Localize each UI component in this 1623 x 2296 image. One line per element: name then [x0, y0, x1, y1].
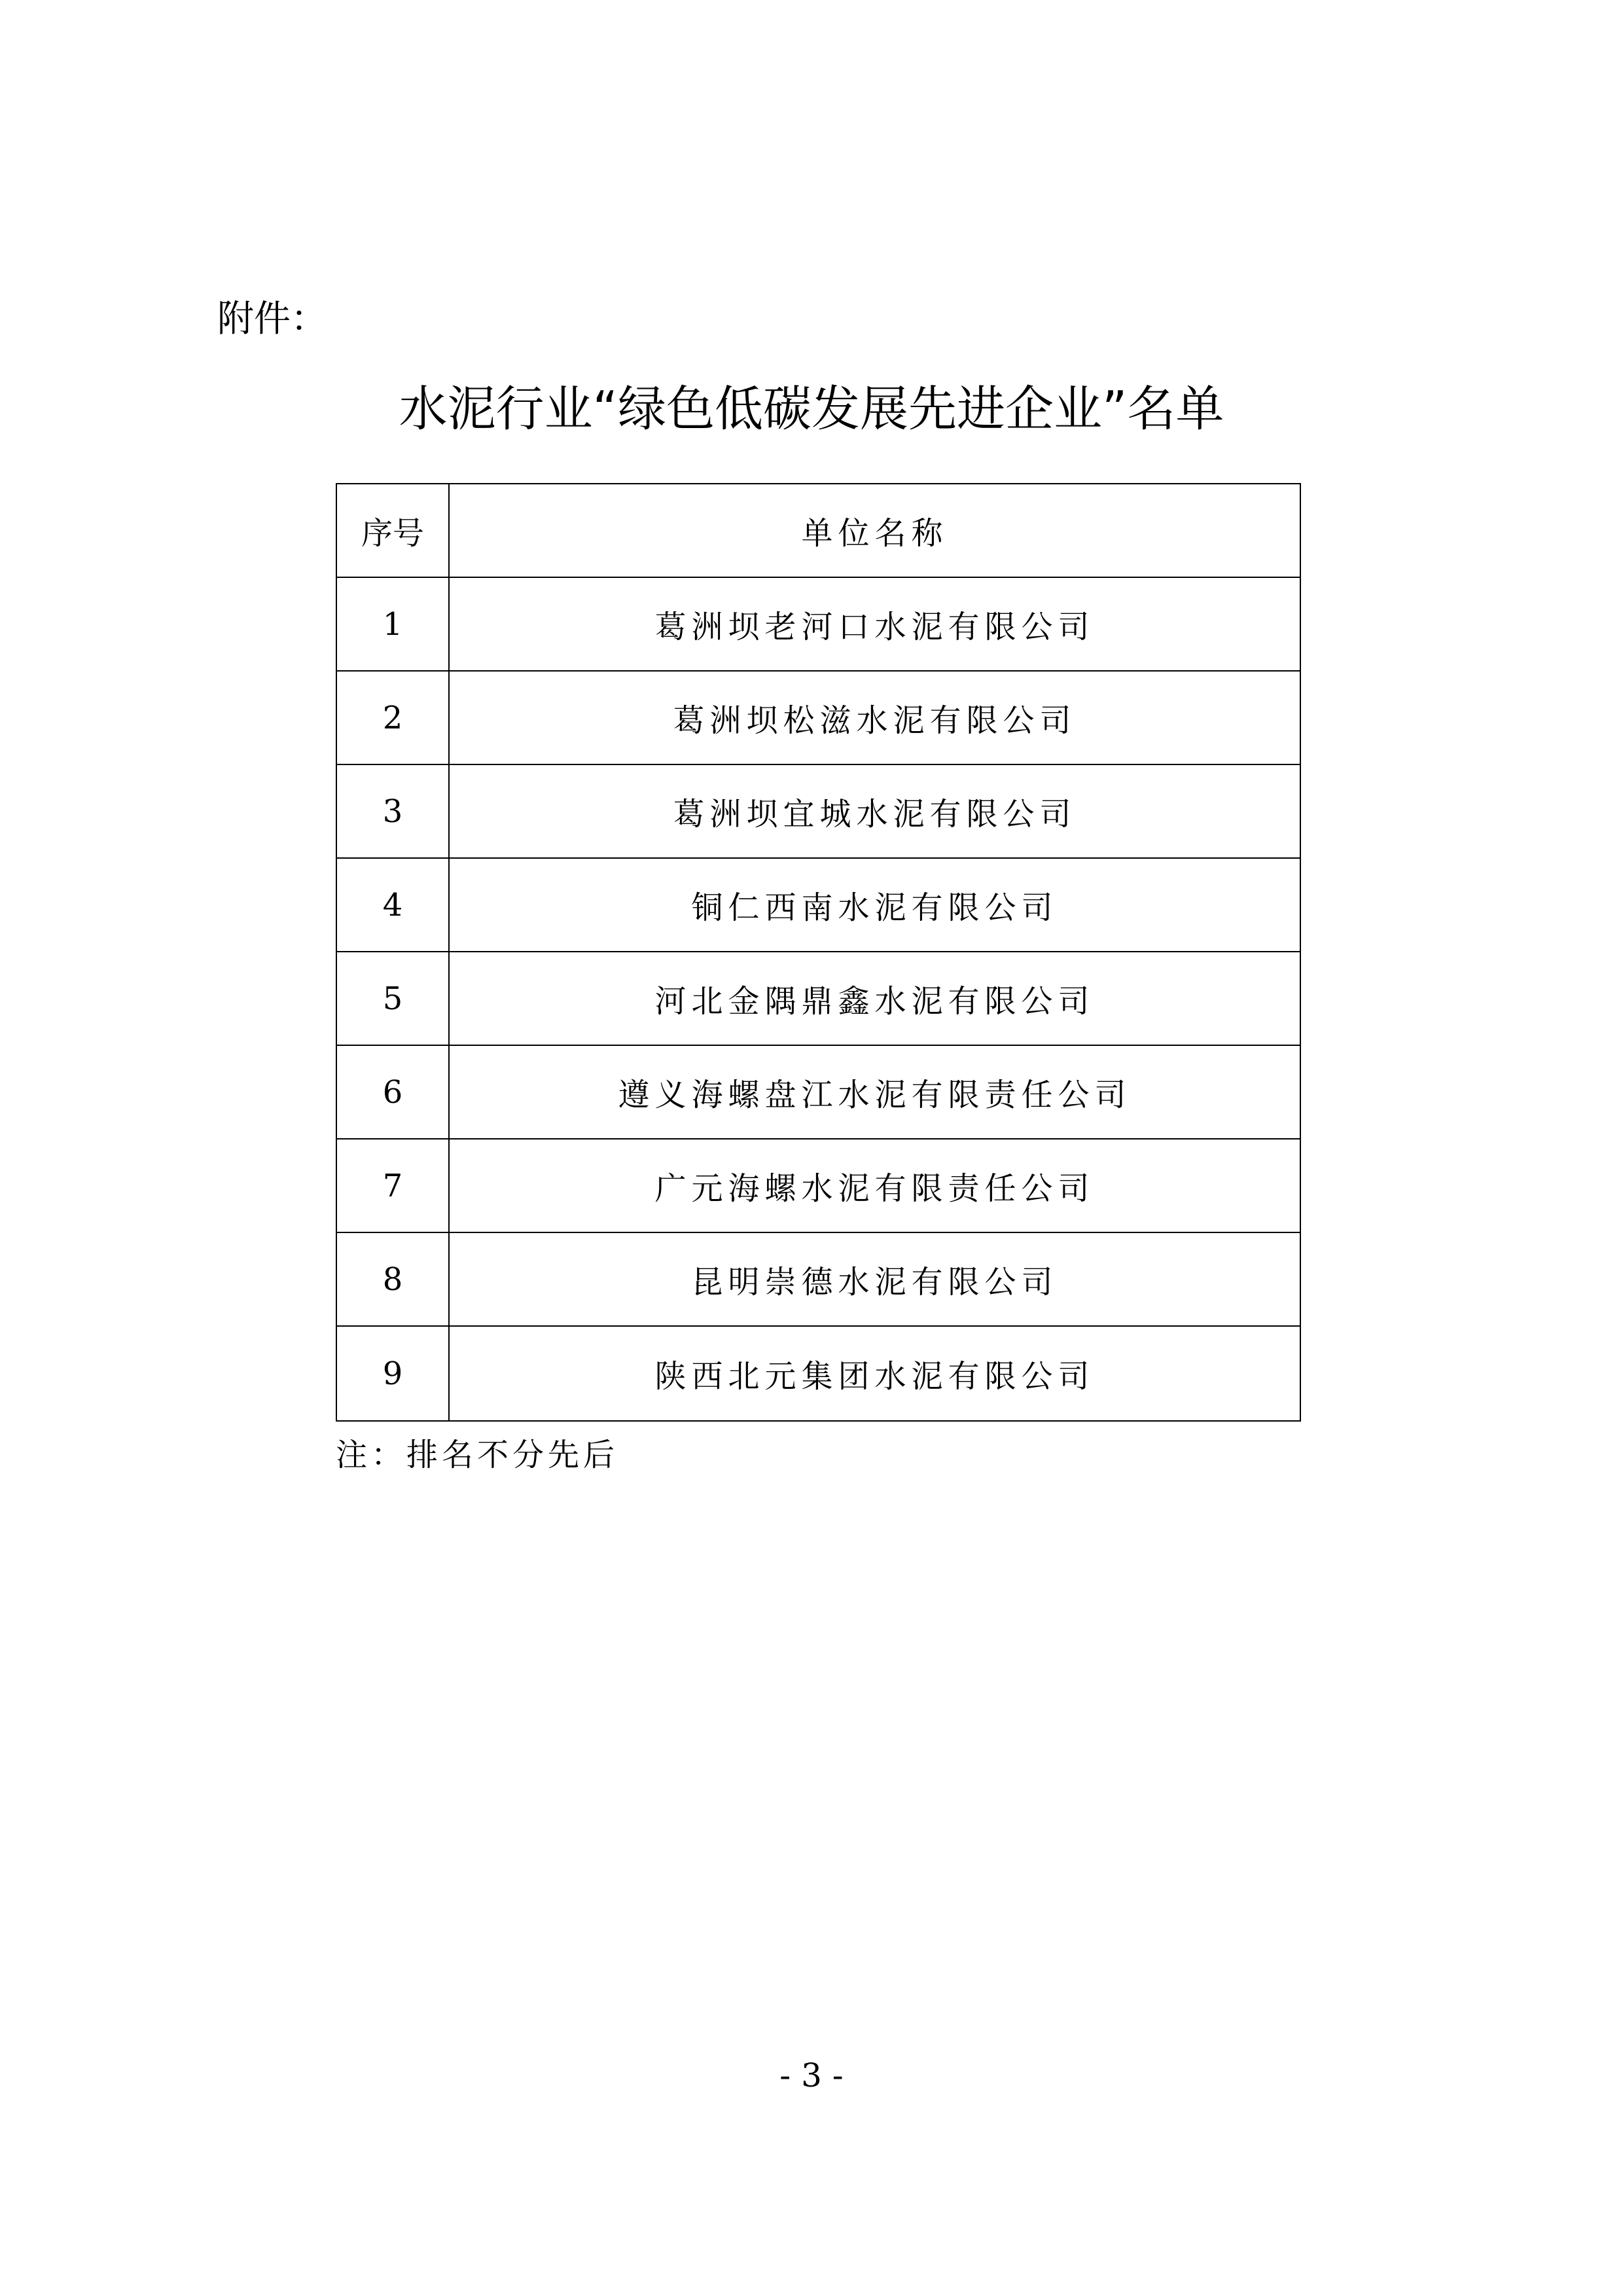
table-header-row [337, 484, 1300, 578]
table-row [337, 1139, 1300, 1233]
row-seq: 6 [337, 1046, 450, 1138]
table-row [337, 1046, 1300, 1139]
page-number: - 3 - [779, 2056, 844, 2094]
row-seq: 8 [337, 1233, 450, 1325]
row-company-name: 葛洲坝松滋水泥有限公司 [673, 702, 1077, 739]
row-company-name: 遵义海螺盘江水泥有限责任公司 [618, 1077, 1132, 1113]
table-row [337, 765, 1300, 859]
company-list-table [336, 483, 1301, 1422]
row-seq: 9 [337, 1327, 450, 1420]
header-seq: 序号 [337, 484, 450, 577]
header-name: 单位名称 [801, 515, 948, 552]
attachment-label: 附件： [217, 298, 327, 340]
row-seq: 1 [337, 578, 450, 670]
row-company-name: 葛洲坝宜城水泥有限公司 [673, 796, 1077, 833]
row-seq: 4 [337, 859, 450, 951]
table-row [337, 672, 1300, 765]
row-company-name: 河北金隅鼎鑫水泥有限公司 [654, 983, 1095, 1020]
table-row [337, 1327, 1300, 1420]
table-row [337, 1233, 1300, 1327]
row-seq: 3 [337, 765, 450, 857]
row-seq: 2 [337, 672, 450, 764]
table-row [337, 859, 1300, 952]
row-company-name: 广元海螺水泥有限责任公司 [654, 1170, 1095, 1207]
page-title: 水泥行业“绿色低碳发展先进企业”名单 [399, 381, 1224, 437]
table-row [337, 578, 1300, 672]
ranking-note: 注：排名不分先后 [336, 1437, 619, 1473]
row-company-name: 陕西北元集团水泥有限公司 [654, 1358, 1095, 1395]
row-company-name: 昆明崇德水泥有限公司 [691, 1264, 1058, 1300]
row-company-name: 铜仁西南水泥有限公司 [691, 889, 1058, 926]
row-seq: 7 [337, 1139, 450, 1232]
row-company-name: 葛洲坝老河口水泥有限公司 [654, 609, 1095, 645]
table-row [337, 952, 1300, 1046]
row-seq: 5 [337, 952, 450, 1045]
